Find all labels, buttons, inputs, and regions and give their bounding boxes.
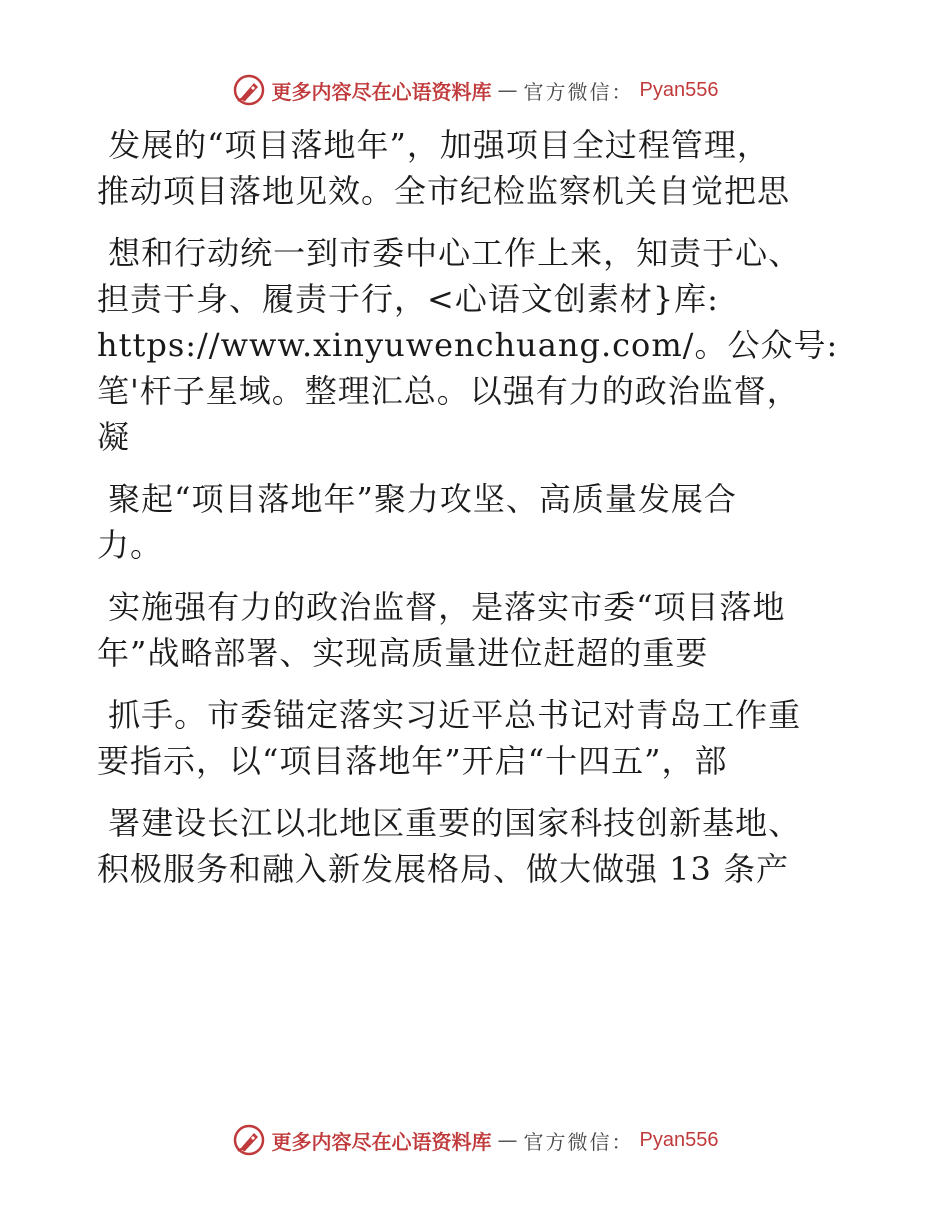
text-line: 推动项目落地见效。全市纪检监察机关自觉把思 [97,172,791,210]
text-line: 想和行动统一到市委中心工作上来，知责于心、 [97,234,802,272]
footer-brand [232,1123,719,1157]
header-wechat-id: Pyan556 [639,78,719,101]
footer-brand-text: 更多内容尽在心语资料库 [271,1129,492,1154]
pen-nib-logo-icon [232,73,266,107]
text-line: 积极服务和融入新发展格局、做大做强 13 条产 [97,850,790,888]
header-separator: — [497,78,518,102]
text-line: 发展的“项目落地年”，加强项目全过程管理， [97,126,770,164]
footer-separator: — [497,1128,518,1152]
page-footer [0,1120,950,1160]
text-line: 实施强有力的政治监督，是落实市委“项目落地 [97,588,786,626]
page-header [0,70,950,110]
text-line: https://www.xinyuwenchuang.com/。公众号: [97,326,839,364]
text-line: 年”战略部署、实现高质量进位赶超的重要 [97,634,709,672]
footer-wechat-id: Pyan556 [639,1128,719,1151]
header-brand-text: 更多内容尽在心语资料库 [271,79,492,104]
footer-wechat-label: 官方微信： [523,1129,634,1154]
pen-nib-logo-icon [232,1123,266,1157]
text-line: 聚起“项目落地年”聚力攻坚、高质量发展合 [97,480,737,518]
document-body [97,122,837,892]
text-line: 力。 [97,526,164,564]
header-wechat-label: 官方微信： [523,79,634,104]
text-line: 署建设长江以北地区重要的国家科技创新基地、 [97,804,802,842]
text-line: 笔'杆子星域。整理汇总。以强有力的政治监督， [97,372,800,410]
header-brand [232,73,719,107]
text-line: 凝 [97,418,131,456]
text-line: 担责于身、履责于行，<心语文创素材}库: [97,280,719,318]
text-line: 要指示，以“项目落地年”开启“十四五”，部 [97,742,728,780]
text-line: 抓手。市委锚定落实习近平总书记对青岛工作重 [97,696,802,734]
